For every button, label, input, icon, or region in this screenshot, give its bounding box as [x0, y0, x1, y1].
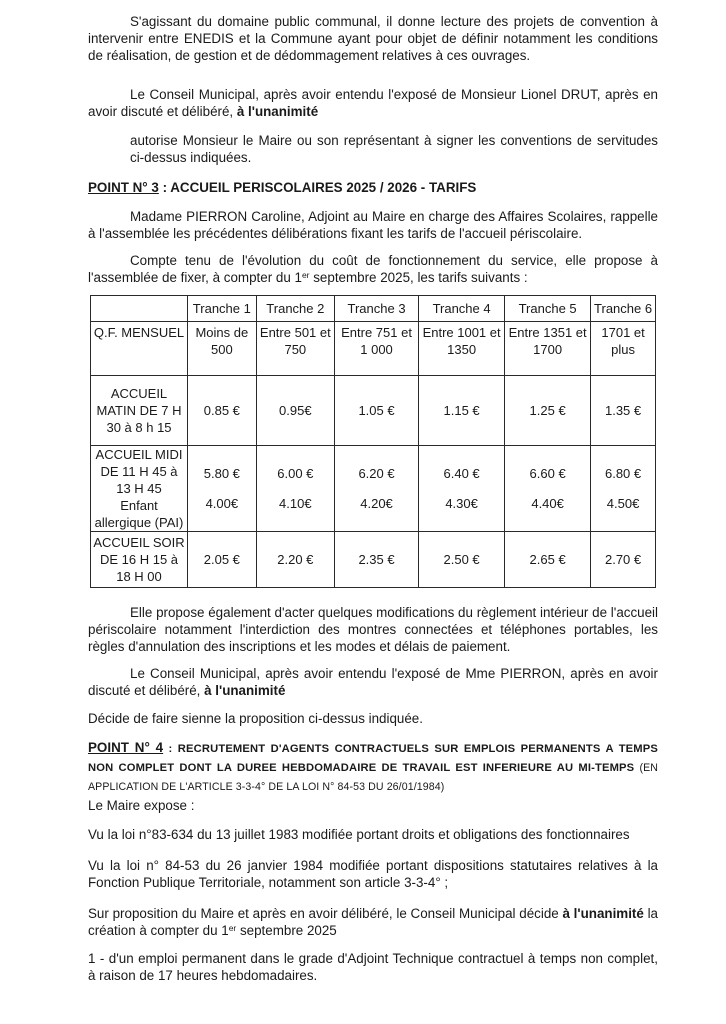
tranche-header: Tranche 6	[591, 296, 656, 322]
unanimite-2: à l'unanimité	[204, 683, 286, 698]
table-header-row	[91, 296, 656, 322]
row-label: ACCUEIL SOIR DE 16 H 15 à 18 H 00	[91, 532, 188, 588]
table-cell: 6.60 € 4.40€	[505, 446, 591, 532]
paragraph-conseil-2: Le Conseil Municipal, après avoir entendu l'exposé de Mme PIERRON, après en avoir discuté et délibéré, à l'unanimité	[88, 666, 658, 698]
unanimite-3: à l'unanimité	[562, 906, 644, 921]
tranche-header: Tranche 4	[419, 296, 505, 322]
table-row-midi	[91, 446, 656, 532]
table-cell: 6.40 € 4.30€	[419, 446, 505, 532]
point4-heading: POINT N° 4 : RECRUTEMENT D'AGENTS CONTRACTUELS SUR EMPLOIS PERMANENTS A TEMPS NON COMPLET DONT LA DUREE HEBDOMADAIRE DE TRAVAIL EST INFERIEURE AU MI-TEMPS (EN APPLICATION DE L'ARTICLE 3-3-4° DE LA LOI N° 84-53 DU 26/01/1984)	[88, 740, 658, 793]
paragraph-emploi-1: 1 - d'un emploi permanent dans le grade d'Adjoint Technique contractuel à temps non complet, à raison de 17 heures hebdomadaires.	[88, 951, 658, 983]
paragraph-vu-loi-83: Vu la loi n°83-634 du 13 juillet 1983 modifiée portant droits et obligations des fonctionnaires	[88, 827, 630, 842]
point3-heading: POINT N° 3 : ACCUEIL PERISCOLAIRES 2025 / 2026 - TARIFS	[88, 180, 477, 195]
table-cell: 2.20 €	[256, 532, 334, 588]
table-row-qf	[91, 322, 656, 376]
paragraph-conseil-1: Le Conseil Municipal, après avoir entendu l'exposé de Monsieur Lionel DRUT, après en avoir discuté et délibéré, à l'unanimité	[88, 87, 658, 119]
table-cell: Entre 1001 et 1350	[419, 322, 505, 376]
tranche-header: Tranche 2	[256, 296, 334, 322]
paragraph-enedis: S'agissant du domaine public communal, il donne lecture des projets de convention à intervenir entre ENEDIS et la Commune ayant pour objet de définir notamment les conditions de réalisation, de gestion et de dédommagement relatives à ces ouvrages.	[88, 14, 658, 63]
table-cell: 0.95€	[256, 376, 334, 446]
table-cell: 2.35 €	[334, 532, 418, 588]
table-row-matin	[91, 376, 656, 446]
table-cell: 1.15 €	[419, 376, 505, 446]
table-cell: 6.00 € 4.10€	[256, 446, 334, 532]
table-cell: 1.25 €	[505, 376, 591, 446]
table-cell: 1.05 €	[334, 376, 418, 446]
row-label-midi: ACCUEIL MIDI DE 11 H 45 à 13 H 45 Enfant allergique (PAI)	[91, 446, 188, 532]
table-cell: 1701 et plus	[591, 322, 656, 376]
table-cell: Entre 501 et 750	[256, 322, 334, 376]
table-cell: 6.80 € 4.50€	[591, 446, 656, 532]
table-cell: 2.05 €	[188, 532, 257, 588]
tarifs-table	[90, 295, 656, 588]
table-row-soir	[91, 532, 656, 588]
table-cell: 1.35 €	[591, 376, 656, 446]
table-cell: 2.70 €	[591, 532, 656, 588]
table-cell: Entre 1351 et 1700	[505, 322, 591, 376]
paragraph-expose: Le Maire expose :	[88, 798, 195, 813]
paragraph-reglement: Elle propose également d'acter quelques modifications du règlement intérieur de l'accueil périscolaire notamment l'interdiction des montres connectées et téléphones portables, les règles d'annulation des inscriptions et les modes et délais de paiement.	[88, 605, 658, 654]
table-cell: Entre 751 et 1 000	[334, 322, 418, 376]
unanimite-1: à l'unanimité	[236, 104, 319, 119]
table-cell-empty	[91, 296, 188, 322]
paragraph-decide: Décide de faire sienne la proposition ci-dessus indiquée.	[88, 711, 423, 726]
tranche-header: Tranche 5	[505, 296, 591, 322]
paragraph-proposition: Sur proposition du Maire et après en avoir délibéré, le Conseil Municipal décide à l'unanimité la création à compter du 1er septembre 2025	[88, 906, 658, 938]
row-label: Q.F. MENSUEL	[91, 322, 188, 376]
paragraph-pierron: Madame PIERRON Caroline, Adjoint au Maire en charge des Affaires Scolaires, rappelle à l'assemblée les précédentes délibérations fixant les tarifs de l'accueil périscolaire.	[88, 209, 658, 241]
table-cell: Moins de 500	[188, 322, 257, 376]
table-cell: 5.80 € 4.00€	[188, 446, 257, 532]
table-cell: 2.50 €	[419, 532, 505, 588]
table-cell: 2.65 €	[505, 532, 591, 588]
table-cell: 6.20 € 4.20€	[334, 446, 418, 532]
paragraph-vu-loi-84: Vu la loi n° 84-53 du 26 janvier 1984 modifiée portant dispositions statutaires relatives à la Fonction Publique Territoriale, notamment son article 3-3-4° ;	[88, 858, 658, 890]
tranche-header: Tranche 3	[334, 296, 418, 322]
table-cell: 0.85 €	[188, 376, 257, 446]
tranche-header: Tranche 1	[188, 296, 257, 322]
row-label: ACCUEIL MATIN DE 7 H 30 à 8 h 15	[91, 376, 188, 446]
paragraph-tarifs-intro: Compte tenu de l'évolution du coût de fonctionnement du service, elle propose à l'assemblée de fixer, à compter du 1er septembre 2025, les tarifs suivants :	[88, 253, 658, 285]
paragraph-autorise: autorise Monsieur le Maire ou son représentant à signer les conventions de servitudes ci-dessus indiquées.	[130, 133, 658, 165]
